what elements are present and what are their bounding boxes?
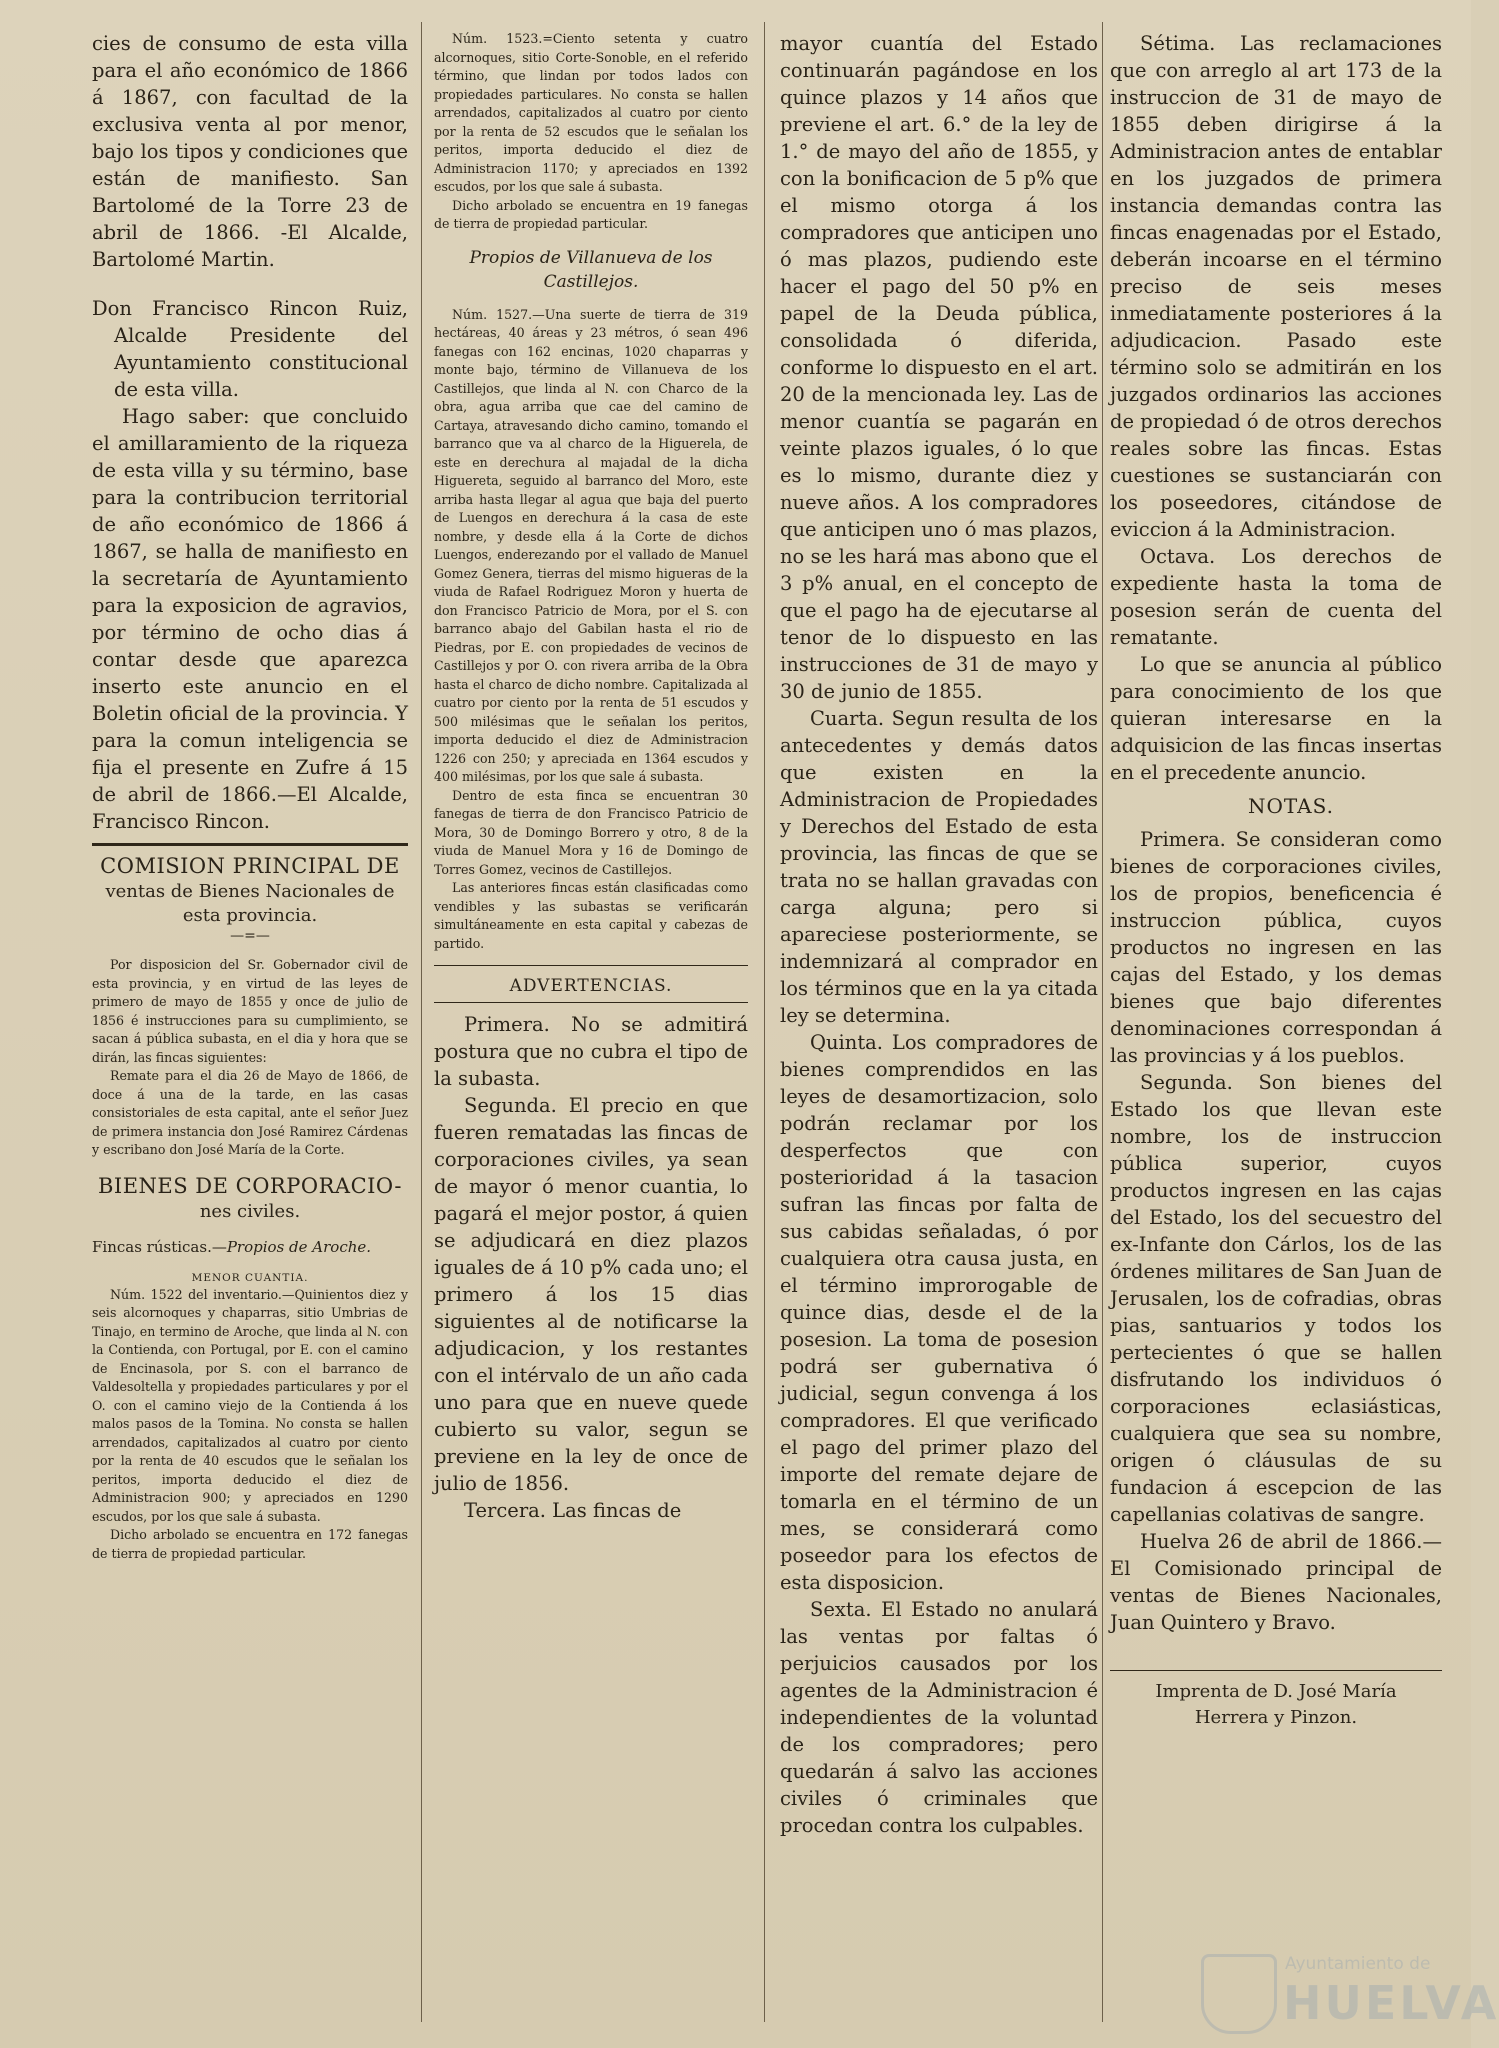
imprenta-line-1: Imprenta de D. José María [1155,1681,1397,1702]
disposicion-paragraph: Por disposicion del Sr. Gobernador civil de esta provincia, y en virtud de las leyes de primero de mayo de 1855 y once de julio de 1856 é instrucciones para su cumplimiento, se sacan á pública subasta, en el dia y hora que se dirán, las fincas siguientes: [92,957,408,1065]
column-2 [434,30,748,2028]
finca-1523-paragraph: Núm. 1523.=Ciento setenta y cuatro alcornoques, sitio Corte-Sonoble, en el referido término, que lindan por todos lados con propiedades particulares. No consta se hallen arrendados, capitalizados al cuatro por ciento por la renta de 52 escudos que le señalan los peritos, importa deducido el diez de Administracion 1170; y apreciados en 1392 escudos, por los que sale á subasta. [434,31,748,194]
fincas-heading-plain: Fincas rústicas.— [92,1237,227,1256]
advertencia-octava: Octava. Los derechos de expediente hasta la toma de posesion serán de cuenta del rematante. [1110,545,1442,649]
advertencia-primera: Primera. No se admitirá postura que no cubra el tipo de la subasta. [434,1013,748,1090]
ornament-dash: —=— [230,928,270,944]
huelva-signature: Huelva 26 de abril de 1866.—El Comisionado principal de ventas de Bienes Nacionales, Juan Quintero y Bravo. [1110,1530,1442,1634]
finca-1523-block [434,30,748,234]
bienes-subheading: nes civiles. [199,1200,301,1222]
finca-1527-dentro: Dentro de esta finca se encuentran 30 fanegas de tierra de don Francisco Patricio de Mora, 30 de Domingo Borrero y otro, 8 de la viuda de Manuel Mora y 16 de Domingo de Torres Gomez, vecinos de Castillejos. [434,787,748,877]
column-4 [1110,30,1442,2028]
anteriores-paragraph: Las anteriores fincas están clasificadas como vendibles y las subastas se verificarán simultáneamente en esta capital y cabezas de partido. [434,880,748,951]
advertencias-block-3 [1110,30,1442,1636]
notas-heading: NOTAS. [1248,794,1334,818]
watermark-big-text: HUELVA [1283,1976,1499,2030]
column-rule-3 [1102,22,1103,2022]
finca-1522-paragraph: Núm. 1522 del inventario.—Quinientos diez y seis alcornoques y chaparras, sitio Umbrias de Tinajo, en termino de Aroche, que linda al N. con la Contienda, con Portugal, por E. con el camino de Encinasola, por S. con el barranco de Valdesoltella y propiedades particulares y por el O. con el camino viejo de la Contienda á los malos pasos de la Tomina. No consta se hallen arrendados, capitalizados al cuatro por ciento por la renta de 40 escudos que le señalan los peritos, importa deducido el diez de Administracion 900; y apreciados en 1290 escudos, por los que sale á subasta. [92,1286,408,1524]
advertencia-cuarta: Cuarta. Segun resulta de los antecedentes y demás datos que existen en la Administracion de Propiedades y Derechos del Estado de esta provincia, las fincas de que se trata no se hallan gravadas con carga alguna; pero si apareciese posteriormente, se indemnizará al comprador en los términos que en la ya citada ley se determina. [780,707,1098,1027]
huelva-crest-icon [1201,1954,1277,2034]
advertencia-tercera-start: Tercera. Las fincas de [464,1499,682,1522]
ayuntamiento-huelva-watermark [1201,1948,1499,2034]
advertencias-rule-bottom [434,1002,748,1003]
advertencia-setima: Sétima. Las reclamaciones que con arreglo al art 173 de la instruccion de 31 de mayo de 1855 deben dirigirse á la Administracion antes de entablar en los juzgados de primera instancia demandas contra las fincas enagenadas por el Estado, deberán incoarse en el término preciso de seis meses inmediatamente posteriores á la adjudicacion. Pasado este término solo se admitirán en los juzgados ordinarios las acciones de propiedad ó de otros derechos reales sobre las fincas. Estas cuestiones se sustanciarán con los poseedores, citándose de eviccion á la Administracion. [1110,32,1442,541]
watermark-small-text: Ayuntamiento de [1285,1954,1431,1974]
zufre-notice-block [92,30,408,835]
advertencias-block-1 [434,1011,748,1524]
column-1 [92,30,408,2028]
finca-1527-paragraph: Núm. 1527.—Una suerte de tierra de 319 hectáreas, 40 áreas y 23 métros, ó sean 496 fanegas con 162 encinas, 1020 chaparras y monte bajo, término de Villanueva de los Castillejos, que linda al N. con Charco de la obra, agua arriba que cae del camino de Cartaya, atravesando dicho camino, tomando el barranco que va al charco de la Higuerela, de este en derechura al majadal de la dicha Higuereta, seguido al barranco del Moro, este arriba hasta llegar al agua que baja del puerto de Luengos en derechura á la casa de este nombre, y desde ella á la Corte de dichos Luengos, enderezando por el vallado de Manuel Gomez Genera, tierras del mismo higueras de la viuda de Rafael Rodriguez Moron y huerta de don Francisco Patricio de Mora, por el S. con barranco abajo del Gabilan hasta el rio de Piedras, por E. con propiedades de vecinos de Castillejos y por O. con rivera arriba de la Obra hasta el charco de dicho nombre. Capitalizada al cuatro por ciento por la renta de 51 escudos y 500 milésimas que le señalan los peritos, importa deducido el diez de Administracion 1226 con 250; y apreciada en 1364 escudos y 400 milésimas, por los que sale á subasta. [434,306,748,784]
propios-villanueva-heading: Propios de Villanueva de los Castillejos. [469,247,713,292]
advertencias-rule [434,965,748,966]
advertencias-heading: ADVERTENCIAS. [509,976,673,996]
fincas-heading [92,1236,408,1258]
fincas-heading-italic: Propios de Aroche. [226,1237,372,1256]
column-rule-2 [764,22,765,2022]
finca-1527-block [434,306,748,954]
advertencia-segunda: Segunda. El precio en que fueren rematadas las fincas de corporaciones civiles, ya sean de mayor ó menor cuantia, lo pagará el mejor postor, á quien se adjudicará en diez plazos iguales de á 10 p% cada uno; el primero á los 15 dias siguientes al de notificarse la adjudicacion, y los restantes con el intérvalo de un año cada uno para que en nueve quede cubierto su valor, segun se previene en la ley de once de julio de 1856. [434,1094,748,1495]
advertencias-block-2 [780,30,1098,1839]
menor-cuantia-heading: MENOR CUANTIA. [191,1271,309,1284]
rincon-title: Don Francisco Rincon Ruiz, Alcalde Presidente del Ayuntamiento constitucional de esta villa. [92,297,408,401]
column-rule-1 [421,22,422,2022]
comision-heading: COMISION PRINCIPAL DE [100,854,400,878]
section-rule [92,843,408,846]
advertencia-tercera-cont: mayor cuantía del Estado continuarán pagándose en los quince plazos y 14 años que previene el art. 6.° de la ley de 1.° de mayo del año de 1855, y con la bonificacion de 5 p% que el mismo otorga á los compradores que anticipen uno ó mas plazos, pudiendo este hacer el pago del 50 p% en papel de la Deuda pública, consolidada ó diferida, conforme lo dispuesto en el art. 20 de la mencionada ley. Las de menor cuantía se pagarán en veinte plazos iguales, ó lo que es lo mismo, durante diez y nueve años. A los compradores que anticipen uno ó mas plazos, no se les hará mas abono que el 3 p% anual, en el concepto de que el pago ha de ejecutarse al tenor de lo dispuesto en las instrucciones de 31 de mayo y 30 de junio de 1855. [780,32,1098,703]
imprenta-rule [1110,1670,1442,1671]
finca-1522-arbolado: Dicho arbolado se encuentra en 172 fanegas de tierra de propiedad particular. [92,1527,408,1561]
bienes-heading: BIENES DE CORPORACIO- [97,1173,403,1198]
san-bartolome-notice-end: cies de consumo de esta villa para el año económico de 1866 á 1867, con facultad de la exclusiva venta al por menor, bajo los tipos y condiciones que están de manifiesto. San Bartolomé de la Torre 23 de abril de 1866. -El Alcalde, Bartolomé Martin. [92,32,408,271]
finca-1523-arbolado: Dicho arbolado se encuentra en 19 fanegas de tierra de propiedad particular. [434,197,748,231]
remate-paragraph: Remate para el dia 26 de Mayo de 1866, de doce á una de la tarde, en las casas consistoriales de esta capital, ante el señor Juez de primera instancia don José Ramirez Cárdenas y escribano don José María de la Corte. [92,1068,408,1157]
nota-segunda: Segunda. Son bienes del Estado los que llevan este nombre, los de instruccion pública superior, cuyos productos ingresen en las cajas del Estado, los del secuestro del ex-Infante don Cárlos, los de las órdenes militares de San Juan de Jerusalen, los de cofradias, obras pias, santuarios y todos los pertecientes ó que se hallen disfrutando los individuos ó corporaciones eclasiásticas, cualquiera que sea su nombre, origen ó cláusulas de su fundacion á escepcion de las capellanias colativas de sangre. [1110,1071,1442,1526]
advertencia-sexta: Sexta. El Estado no anulará las ventas por faltas ó perjuicios causados por los agentes de la Administracion é independientes de la voluntad de los compradores; pero quedarán á salvo las acciones civiles ó criminales que procedan contra los culpables. [780,1598,1098,1837]
column-3 [780,30,1098,2028]
rincon-body: Hago saber: que concluido el amillaramiento de la riqueza de esta villa y su término, base para la contribucion territorial de año económico de 1866 á 1867, se halla de manifiesto en la secretaría de Ayuntamiento para la exposicion de agravios, por término de ocho dias á contar desde que aparezca inserto este anuncio en el Boletin oficial de la provincia. Y para la comun inteligencia se fija el presente en Zufre á 15 de abril de 1866.—El Alcalde, Francisco Rincon. [92,405,408,833]
advertencia-quinta: Quinta. Los compradores de bienes comprendidos en las leyes de desamortizacion, solo podrán reclamar por los desperfectos que con posterioridad á la tasacion sufran las fincas por falta de sus cabidas señaladas, ó por cualquiera otra causa justa, en el término improrogable de quince dias, desde el de la posesion. La toma de posesion podrá ser gubernativa ó judicial, segun convenga á los compradores. El que verificado el pago del primer plazo del importe del remate dejare de tomarla en el término de un mes, se considerará como poseedor para los efectos de esta disposicion. [780,1031,1098,1594]
imprenta-line-2: Herrera y Pinzon. [1194,1707,1358,1728]
anuncia-paragraph: Lo que se anuncia al público para conocimiento de los que quieran interesarse en la adquisicion de las fincas insertas en el precedente anuncio. [1110,653,1442,784]
disposicion-block [92,956,408,1160]
comision-subheading: ventas de Bienes Nacionales de esta provincia. [105,881,395,926]
finca-1522-block [92,1286,408,1564]
nota-primera: Primera. Se consideran como bienes de corporaciones civiles, los de propios, beneficencia é instruccion pública, cuyos productos no ingresen en las cajas del Estado, y los demas bienes que bajo diferentes denominaciones correspondan á las provincias y á los pueblos. [1110,828,1442,1067]
